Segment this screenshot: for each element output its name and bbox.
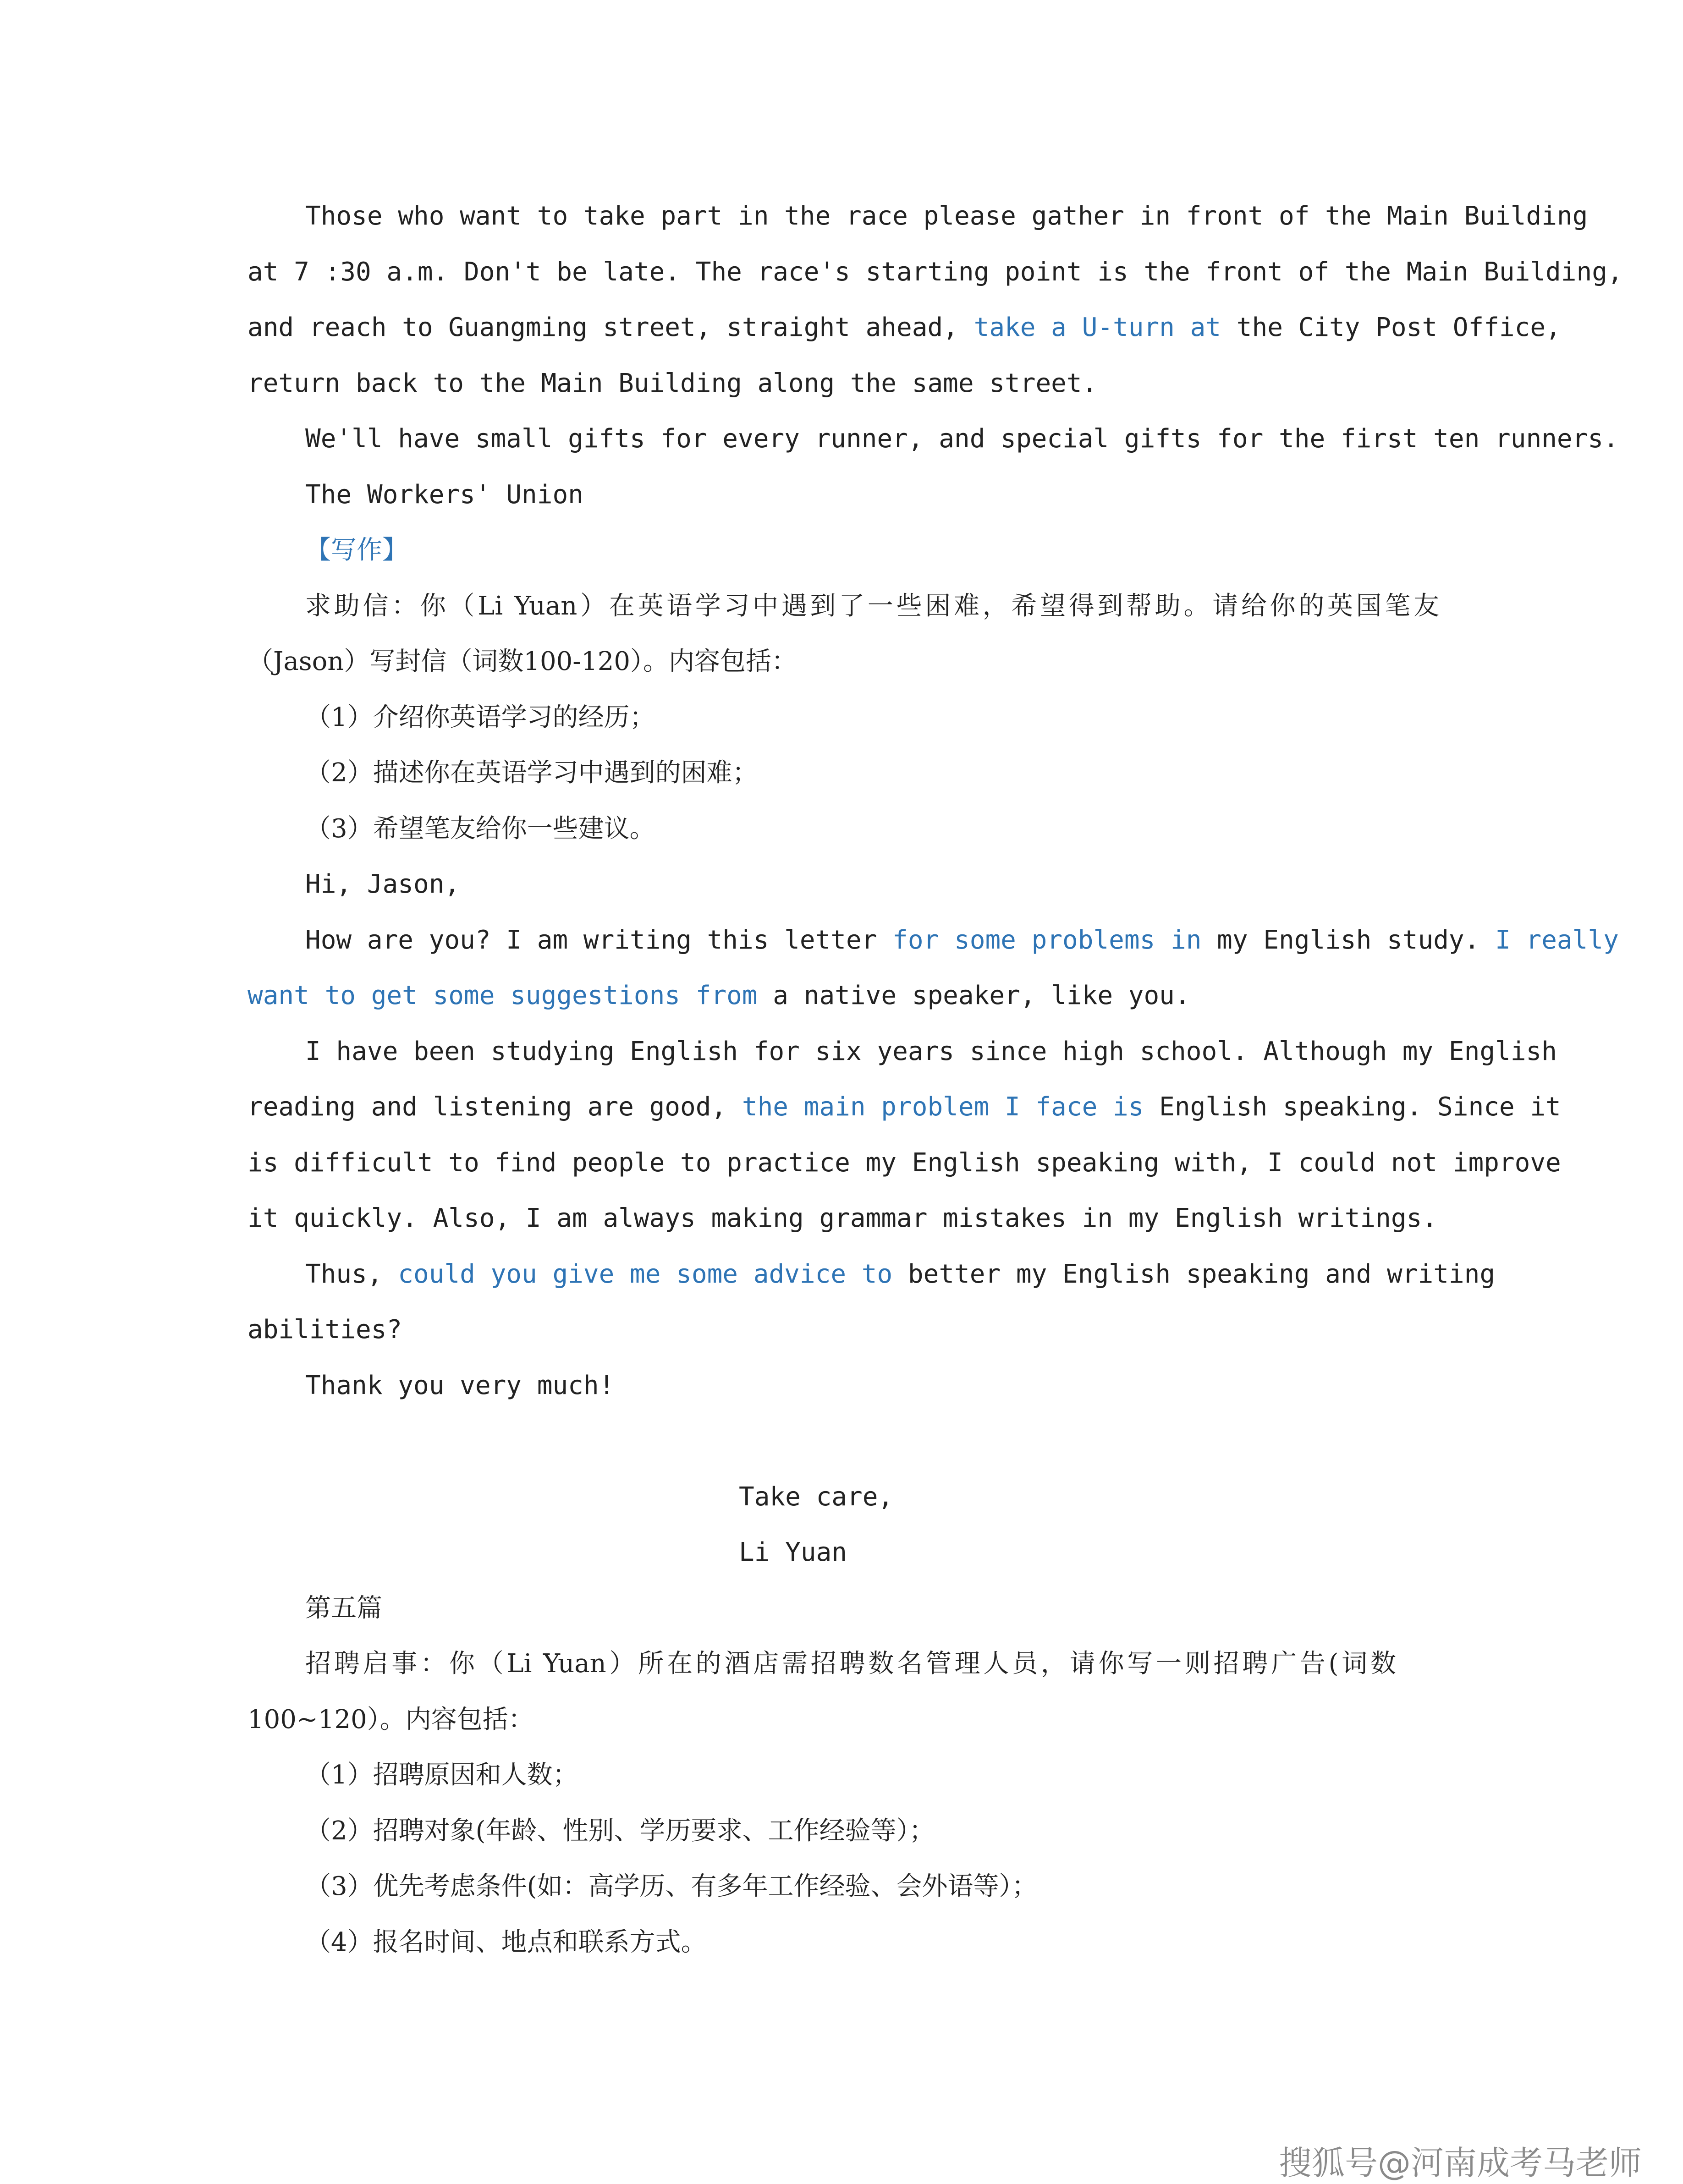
letter-signature: Li Yuan	[739, 1537, 847, 1567]
letter-line: I have been studying English for six years since high school. Although my English	[305, 1037, 1557, 1066]
requirement-item: （3）优先考虑条件(如：高学历、有多年工作经验、会外语等）；	[305, 1871, 1038, 1901]
letter-line: is difficult to find people to practice my English speaking with, I could not improve	[248, 1148, 1561, 1178]
notice-line: at 7 :30 a.m. Don't be late. The race's starting point is the front of the Main Building,	[248, 257, 1623, 287]
notice-line	[248, 309, 1561, 346]
text-run: the City Post Office,	[1221, 313, 1561, 342]
text-run: Thus,	[305, 1259, 398, 1289]
requirement-item: （1）招聘原因和人数；	[305, 1760, 578, 1790]
section-heading: 【写作】	[305, 535, 408, 565]
part-title: 第五篇	[305, 1593, 382, 1623]
letter-line: it quickly. Also, I am always making grammar mistakes in my English writings.	[248, 1203, 1438, 1233]
task-line: 100~120）。内容包括：	[248, 1705, 534, 1734]
highlight-phrase: I really	[1495, 925, 1619, 955]
highlight-phrase: the main problem I face is	[742, 1092, 1144, 1122]
letter-closing: Take care,	[739, 1482, 894, 1512]
text-run: and reach to Guangming street, straight ahead,	[248, 313, 974, 342]
requirement-item: （3）希望笔友给你一些建议。	[305, 814, 655, 844]
highlight-phrase: for some problems in	[892, 925, 1202, 955]
notice-line: return back to the Main Building along the same street.	[248, 368, 1098, 398]
highlight-phrase: want to get some suggestions from	[248, 981, 758, 1010]
notice-signature: The Workers' Union	[305, 480, 583, 510]
requirement-item: （2）描述你在英语学习中遇到的困难；	[305, 758, 758, 788]
notice-line: We'll have small gifts for every runner, and special gifts for the first ten runners.	[305, 424, 1619, 454]
task-line: 求助信：你（Li Yuan）在英语学习中遇到了一些困难，希望得到帮助。请给你的英国笔友	[305, 591, 1439, 621]
text-run: my English study.	[1201, 925, 1496, 955]
task-line: （Jason）写封信（词数100-120）。内容包括：	[248, 647, 798, 676]
text-run: a native speaker, like you.	[757, 981, 1190, 1010]
letter-line	[305, 922, 1619, 959]
requirement-item: （4）报名时间、地点和联系方式。	[305, 1927, 707, 1957]
letter-greeting: Hi, Jason,	[305, 869, 460, 899]
text-run: How are you? I am writing this letter	[305, 925, 893, 955]
letter-line: abilities?	[248, 1315, 402, 1344]
letter-line	[305, 1256, 1496, 1293]
text-run: English speaking. Since it	[1144, 1092, 1561, 1122]
letter-line	[248, 977, 1439, 1014]
notice-line: Those who want to take part in the race please gather in front of the Main Building	[305, 201, 1588, 231]
requirement-item: （2）招聘对象(年龄、性别、学历要求、工作经验等）；	[305, 1816, 935, 1846]
requirement-item: （1）介绍你英语学习的经历；	[305, 702, 655, 732]
text-run: better my English speaking and writing	[892, 1259, 1496, 1289]
highlight-phrase: could you give me some advice to	[398, 1259, 893, 1289]
letter-line: Thank you very much!	[305, 1371, 615, 1400]
highlight-phrase: take a U-turn at	[974, 313, 1221, 342]
task-line: 招聘启事：你（Li Yuan）所在的酒店需招聘数名管理人员，请你写一则招聘广告(词数	[305, 1649, 1396, 1679]
text-run: reading and listening are good,	[248, 1092, 742, 1122]
watermark: 搜狐号@河南成考马老师	[1278, 2144, 1642, 2182]
letter-line	[248, 1089, 1561, 1125]
